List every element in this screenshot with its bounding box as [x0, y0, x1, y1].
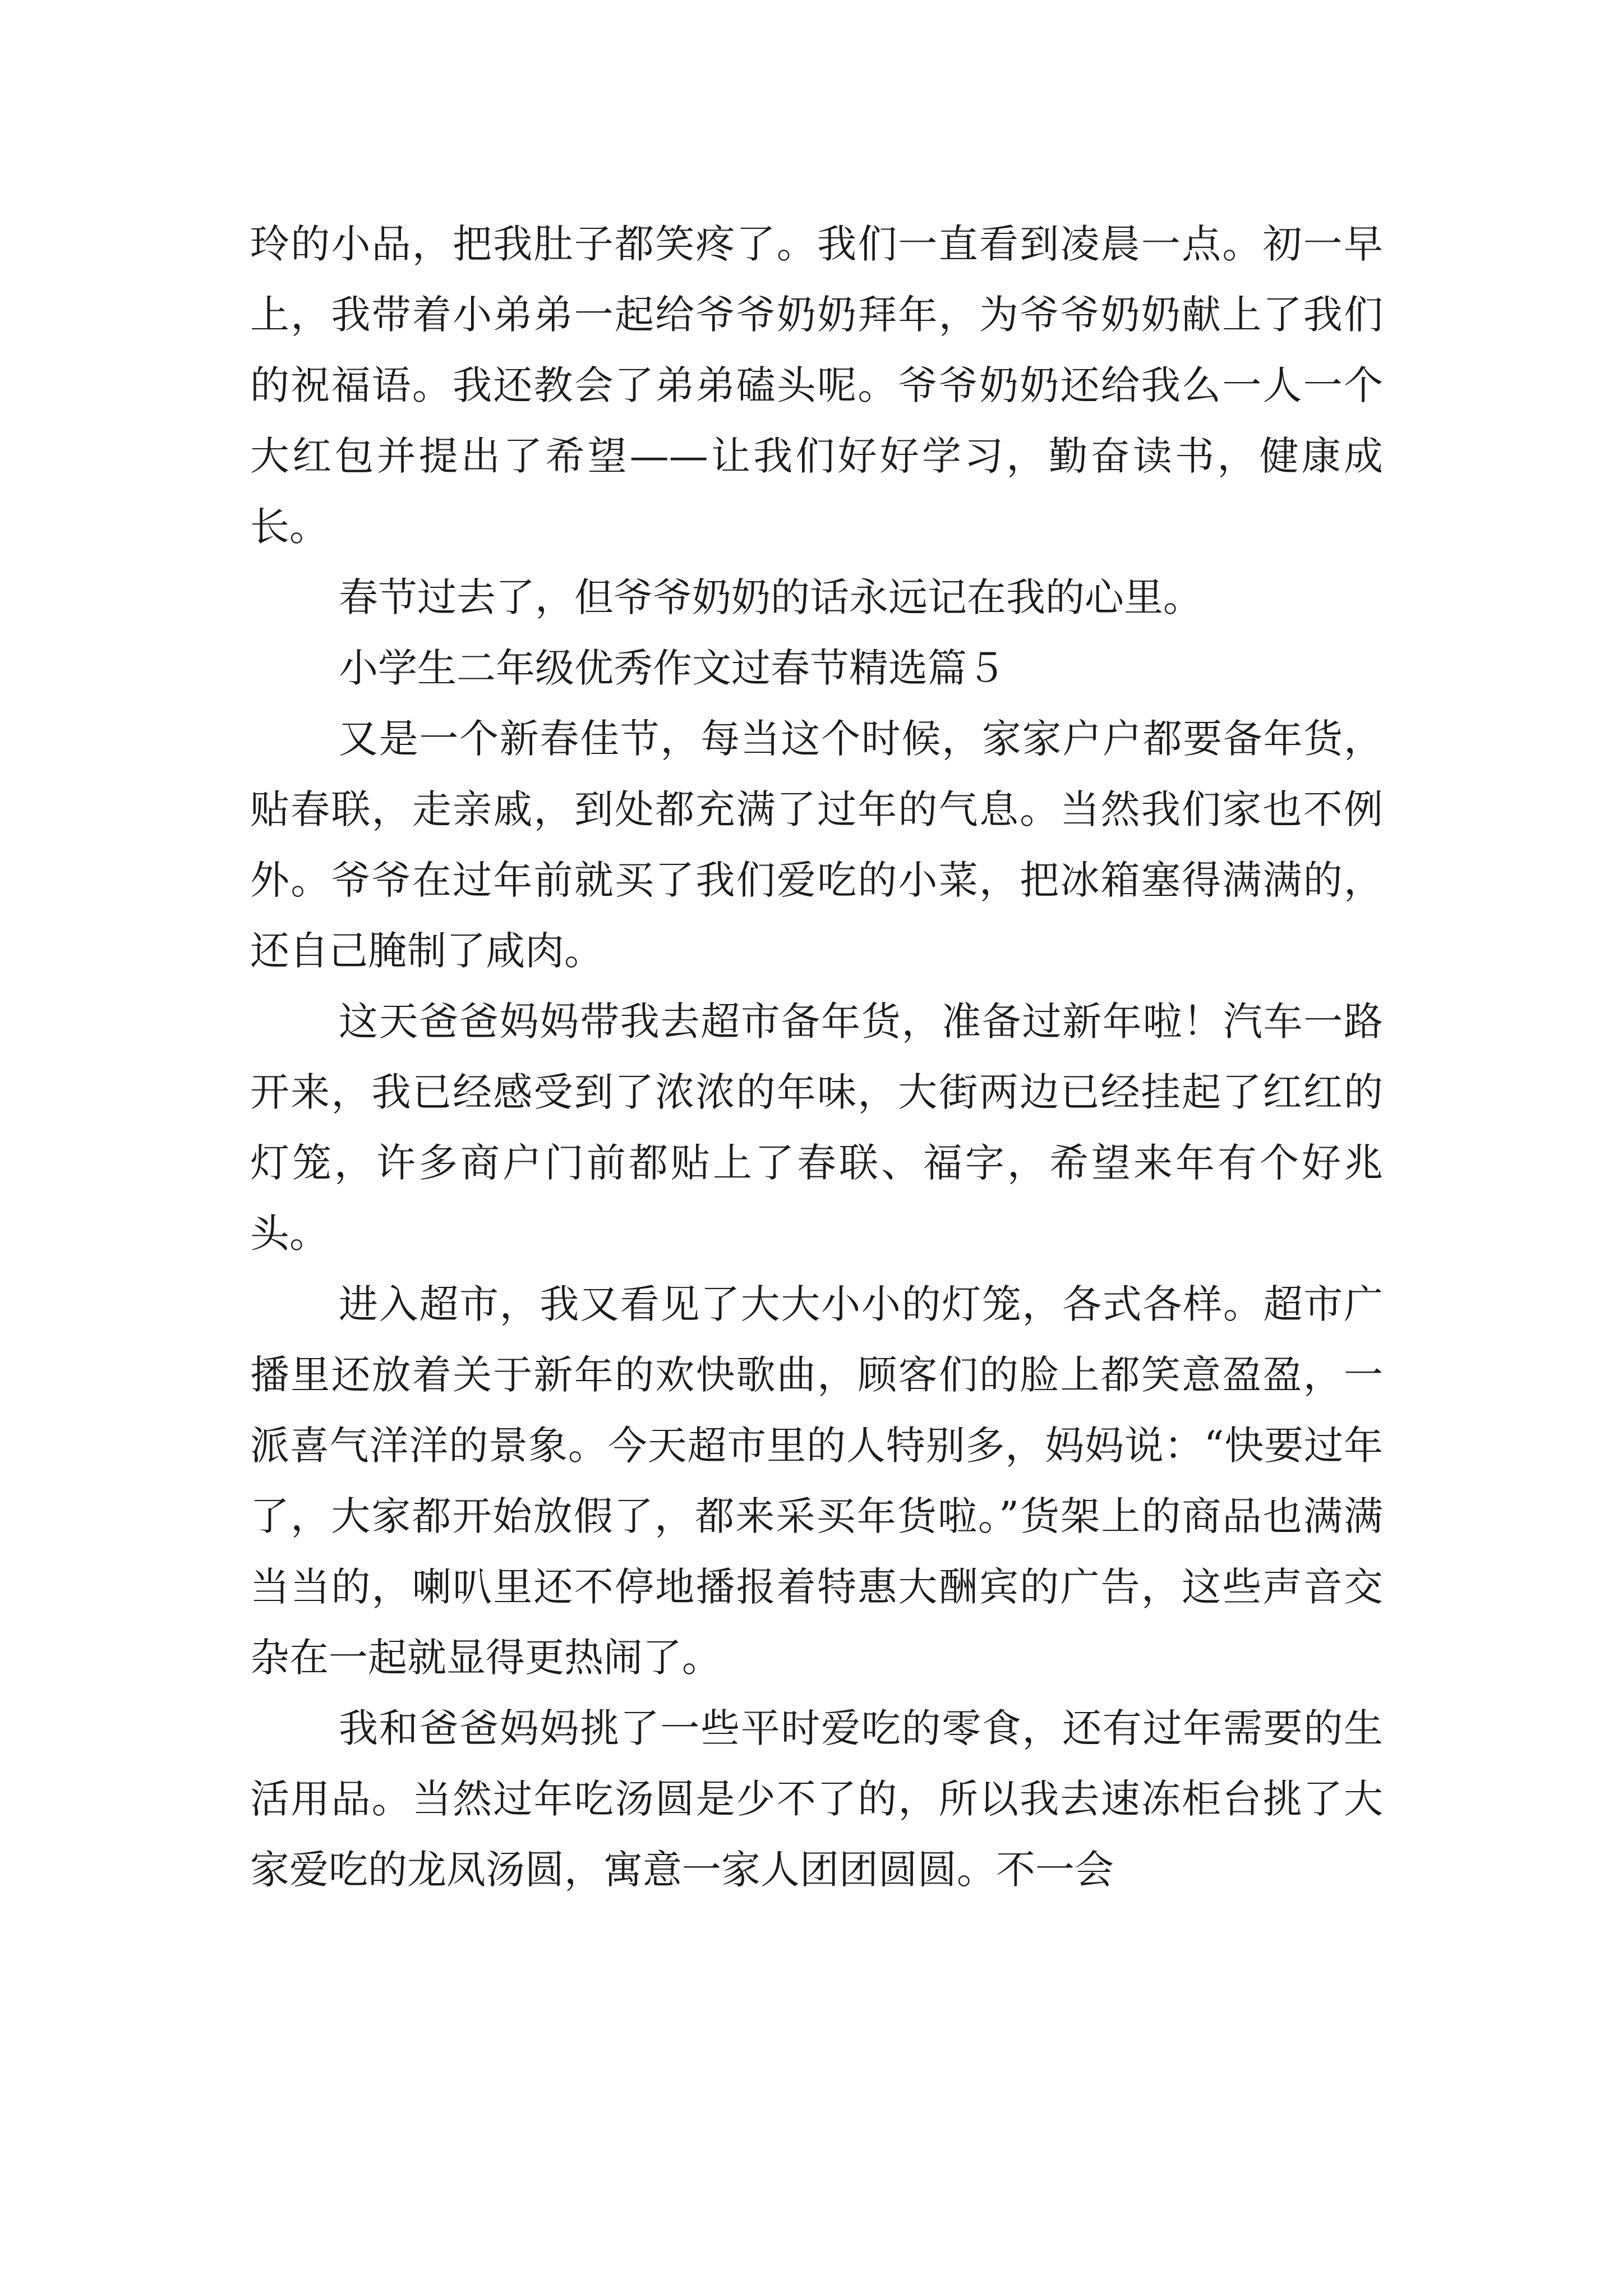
section-heading: 小学生二年级优秀作文过春节精选篇５ — [339, 645, 1006, 691]
paragraph-4: 这天爸爸妈妈带我去超市备年货，准备过新年啦！汽车一路开来，我已经感受到了浓浓的年味，大街两边已经挂起了红红的灯笼，许多商户门前都贴上了春联、福字，希望来年有个好兆头。 — [250, 999, 1383, 1257]
paragraph-3: 又是一个新春佳节，每当这个时候，家家户户都要备年货，贴春联，走亲戚，到处都充满了过年的气息。当然我们家也不例外。爷爷在过年前就买了我们爱吃的小菜，把冰箱塞得满满的，还自己腌制了咸肉。 — [250, 716, 1383, 974]
paragraph-2: 春节过去了，但爷爷奶奶的话永远记在我的心里。 — [339, 574, 1202, 620]
paragraph-6: 我和爸爸妈妈挑了一些平时爱吃的零食，还有过年需要的生活用品。当然过年吃汤圆是少不了的，所以我去速冻柜台挑了大家爱吃的龙凤汤圆，寓意一家人团团圆圆。不一会 — [250, 1705, 1383, 1893]
paragraph-5: 进入超市，我又看见了大大小小的灯笼，各式各样。超市广播里还放着关于新年的欢快歌曲，顾客们的脸上都笑意盈盈，一派喜气洋洋的景象。今天超市里的人特别多，妈妈说：“快要过年了，大家都开始放假了，都来采买年货啦。”货架上的商品也满满当当的，喇叭里还不停地播报着特惠大酬宾的广告，这些声音交杂在一起就显得更热闹了。 — [250, 1281, 1383, 1681]
paragraph-1: 玲的小品，把我肚子都笑疼了。我们一直看到凌晨一点。初一早上，我带着小弟弟一起给爷爷奶奶拜年，为爷爷奶奶献上了我们的祝福语。我还教会了弟弟磕头呢。爷爷奶奶还给我么一人一个大红包并提出了希望——让我们好好学习，勤奋读书，健康成长。 — [250, 221, 1383, 550]
document-body — [250, 209, 1383, 1905]
